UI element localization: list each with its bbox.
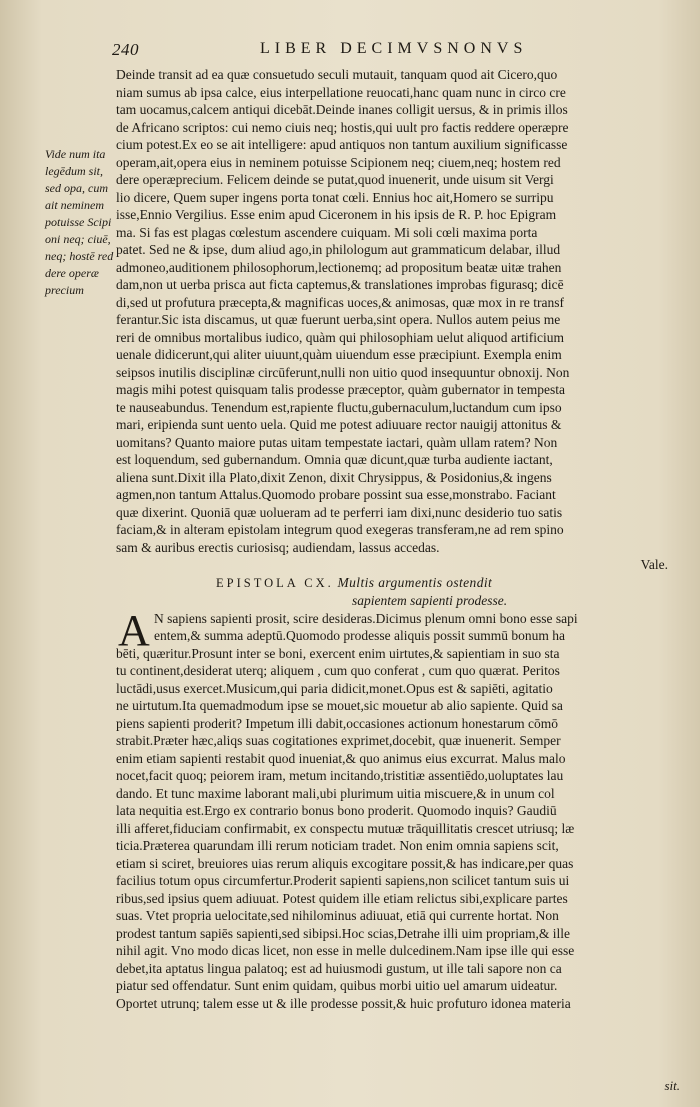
text-line: niam sumus ab ipsa calce, eius interpellatione reuocati,hanc quam nunc in circo cre	[116, 84, 566, 100]
text-line: enim etiam sapienti restabit quod inueniat,& quo animus eius excurrat. Malus malo	[116, 750, 566, 766]
text-line: entem,& summa adeptū.Quomodo prodesse aliquis possit summū bonum ha	[154, 628, 565, 643]
text-line: isse,Ennio Vergilius. Esse enim apud Ciceronem in his ipsis de R. P. hoc Epigram	[116, 207, 557, 222]
text-line: uenale didicerunt,qui aliter uiuunt,quàm uiuendum esse præcipiunt. Exempla enim	[116, 347, 562, 362]
text-line: etiam si sciret, breuiores uias rerum aliquis excogitare possit,& has indicare,per quas	[116, 855, 574, 871]
text-line: uomitans? Quanto maiore putas uitam tempestate iactari, quàm ullam ratem? Non	[116, 434, 558, 450]
text-line: piens sapienti proderit? Impetum illi dabit,occasiones actionum honestarum cōmō	[116, 715, 559, 731]
text-line: faciam,& in alteram epistolam integrum quod exegeras transferam,ne ad rem spino	[116, 522, 564, 537]
text-line: dando. Et tunc maxime laborant mali,ubi plurimum uitia miscuere,& in unum col	[116, 785, 555, 801]
marginal-note-line: precium	[45, 283, 84, 297]
text-line: cium potest.Ex eo se ait intelligere: apud antiquos non tantum auxilium significasse	[116, 137, 568, 152]
text-line: mari, eripienda sunt uento uela. Quid me potest adiuuare rector nauigij attonitus &	[116, 417, 562, 432]
text-line: sam & auribus erectis curiosisq; audiendam, lassus accedas.	[116, 539, 440, 555]
text-line: strabit.Præter hæc,aliqs suas cogitationes exprimet,docebit, quæ inuenerit. Semper	[116, 733, 561, 748]
catchword: sit.	[664, 1078, 680, 1093]
text-line: nihil agit. Vno modo dicas licet, non esse in melle dulcedinem.Nam ipse ille qui esse	[116, 943, 575, 958]
text-line: illi afferet,fiduciam confirmabit, ex conspectu mutuæ trāquillitatis crescet utriusq; læ	[116, 820, 575, 836]
running-title: LIBER DECIMVSNONVS	[260, 40, 528, 57]
text-line: di,sed ut profutura præcepta,& magnificas uoces,& animosas, quæ mox in re transf	[116, 294, 565, 310]
text-line: ma. Si fas est plagas cœlestum ascendere cuiquam. Mi soli cœli maxima porta	[116, 224, 538, 240]
text-line: tu continent,desiderat uterq; aliquem , cum quo conferat , cum quo quærat. Peritos	[116, 663, 560, 678]
text-line: reri de omnibus mortalibus iudico, quàm qui philosophiam uelut aliquod artificium	[116, 329, 565, 345]
text-line: N sapiens sapienti prosit, scire desideras.Dicimus plenum omni bono esse sapi	[154, 610, 578, 626]
text-line: suas. Vtet propria uelocitate,sed nihilominus adiuuat, etiā qui currente hortat. Non	[116, 908, 559, 923]
epistle-summary-continued: sapientem sapienti prodesse.	[352, 593, 508, 608]
text-line: facilius totum opus circumfertur.Proderit sapienti sapiens,non scilicet tantum suis ui	[116, 873, 570, 888]
marginal-note-line: ait neminem	[45, 198, 104, 212]
text-line: Deinde transit ad ea quæ consuetudo seculi mutauit, tanquam quod ait Cicero,quo	[116, 67, 558, 82]
main-text-block	[116, 66, 676, 1012]
text-line: aliena sunt.Dixit illa Plato,dixit Zenon, dixit Chrysippus, & Posidonius,& ingens	[116, 469, 552, 485]
epistle-body	[116, 645, 676, 1013]
marginal-note-line: potuisse Scipi	[45, 215, 112, 229]
text-line: ribus,sed ipsius quem adiuuat. Potest quidem ille etiam relictus sibi,explicare partes	[116, 890, 568, 906]
text-line: ticia.Præterea quarundam illi rerum noticiam tradet. Non enim omnia sapiens scit,	[116, 838, 559, 853]
text-line: dam,non ut uerba prisca aut ficta captemus,& translationes improbas figurasq; dicē	[116, 277, 564, 292]
text-line: ne uirtutum.Ita quemadmodum ipse se mouet,sic mouetur ab alio sapiente. Quid sa	[116, 698, 563, 713]
text-line: operam,ait,opera eius in neminem potuisse Scipionem neq; ciuem,neq; hostem red	[116, 154, 561, 170]
text-line: nocet,facit quoq; peiorem iram, metum incitando,tristitiæ assentiēdo,uoluptates lau	[116, 768, 564, 783]
page-header	[112, 40, 672, 62]
text-line: luctādi,usus exercet.Musicum,qui paria didicit,monet.Opus est & sapiēti, agitatio	[116, 680, 553, 696]
text-line: tam uocamus,calcem antiqui dicebāt.Deinde inanes colligit uersus, & in primis illos	[116, 102, 568, 117]
marginal-note-line: Vide num ita	[45, 147, 106, 161]
text-line: seipsos inutilis disciplinæ circūferunt,nulli non uitio quod insequuntur obnoxij. Non	[116, 364, 570, 380]
text-line: debet,ita aptatus lingua palatoq; est ad huiusmodi gustum, ut ille tali sapore non ca	[116, 960, 562, 976]
marginal-note-line: legēdum sit,	[45, 164, 103, 178]
epistle-number: EPISTOLA CX.	[216, 575, 334, 590]
marginal-note-line: neq; hostē red	[45, 249, 114, 263]
valediction: Vale.	[640, 557, 668, 572]
drop-cap-lines	[116, 610, 676, 645]
letter-continuation	[116, 66, 676, 556]
marginal-note-line: dere operæ	[45, 266, 99, 280]
text-line: est loquendum, sed gubernandum. Omnia quæ dicunt,quæ turba audiente iactant,	[116, 452, 553, 467]
text-line: piatur sed offendatur. Sunt enim quidam, quibus morbi uitio uel amarum uideatur.	[116, 978, 558, 993]
text-line: lata nequitia est.Ergo ex contrario bonus bono proderit. Quomodo inquis? Gaudiū	[116, 803, 557, 818]
text-line: agmen,non tantum Attalus.Quomodo probare possint sua esse,monstrabo. Faciant	[116, 487, 556, 502]
marginal-note	[45, 146, 117, 299]
page-number: 240	[112, 40, 139, 59]
text-line: patet. Sed ne & ipse, dum aliud ago,in philologum aut grammaticum delabar, illud	[116, 242, 561, 257]
text-line: Oportet utrunq; talem esse ut & ille prodesse possit,& huic profuturo idonea materia	[116, 995, 571, 1011]
drop-cap-initial: A	[118, 605, 150, 655]
marginal-note-line: oni neq; ciuē,	[45, 232, 111, 246]
text-line: quæ dixerint. Quoniā quæ uolueram ad te perferri iam dixi,nunc desiderio tuo satis	[116, 504, 563, 520]
text-line: prodest tantum sapiēs sapienti,sed sibipsi.Hoc scias,Detrahe illi uim propriam,& ille	[116, 925, 571, 941]
marginal-note-line: sed opa, cum	[45, 181, 108, 195]
text-line: ferantur.Sic ista discamus, ut quæ fuerunt uerba,sint opera. Nullos autem peius me	[116, 312, 561, 327]
text-line: admoneo,auditionem philosophorum,lectionemq; ad propositum beatæ uitæ trahen	[116, 259, 562, 275]
text-line: te nauseabundus. Tenendum est,rapiente fluctu,gubernaculum,luctandum cum ipso	[116, 399, 562, 415]
text-line: magis mihi potest quisquam talis prodesse præceptor, quàm gubernator in tempesta	[116, 382, 565, 397]
epistle-heading	[116, 574, 676, 593]
text-line: lio dicere, Quem super ingens porta tonat cœli. Ennius hoc ait,Homero se surripu	[116, 189, 554, 205]
text-line: dere operæprecium. Felicem deinde se putat,quod inuenerit, unde uisum sit Vergi	[116, 172, 554, 187]
epistle-summary: Multis argumentis ostendit	[337, 574, 493, 590]
text-line: bēti, quæritur.Prosunt inter se boni, exercent enim uirtutes,& sapientiam in suo sta	[116, 645, 560, 661]
text-line: de Africano scriptos: cui nemo ciuis neq; hostis,qui uult pro factis reddere operæpre	[116, 119, 569, 135]
